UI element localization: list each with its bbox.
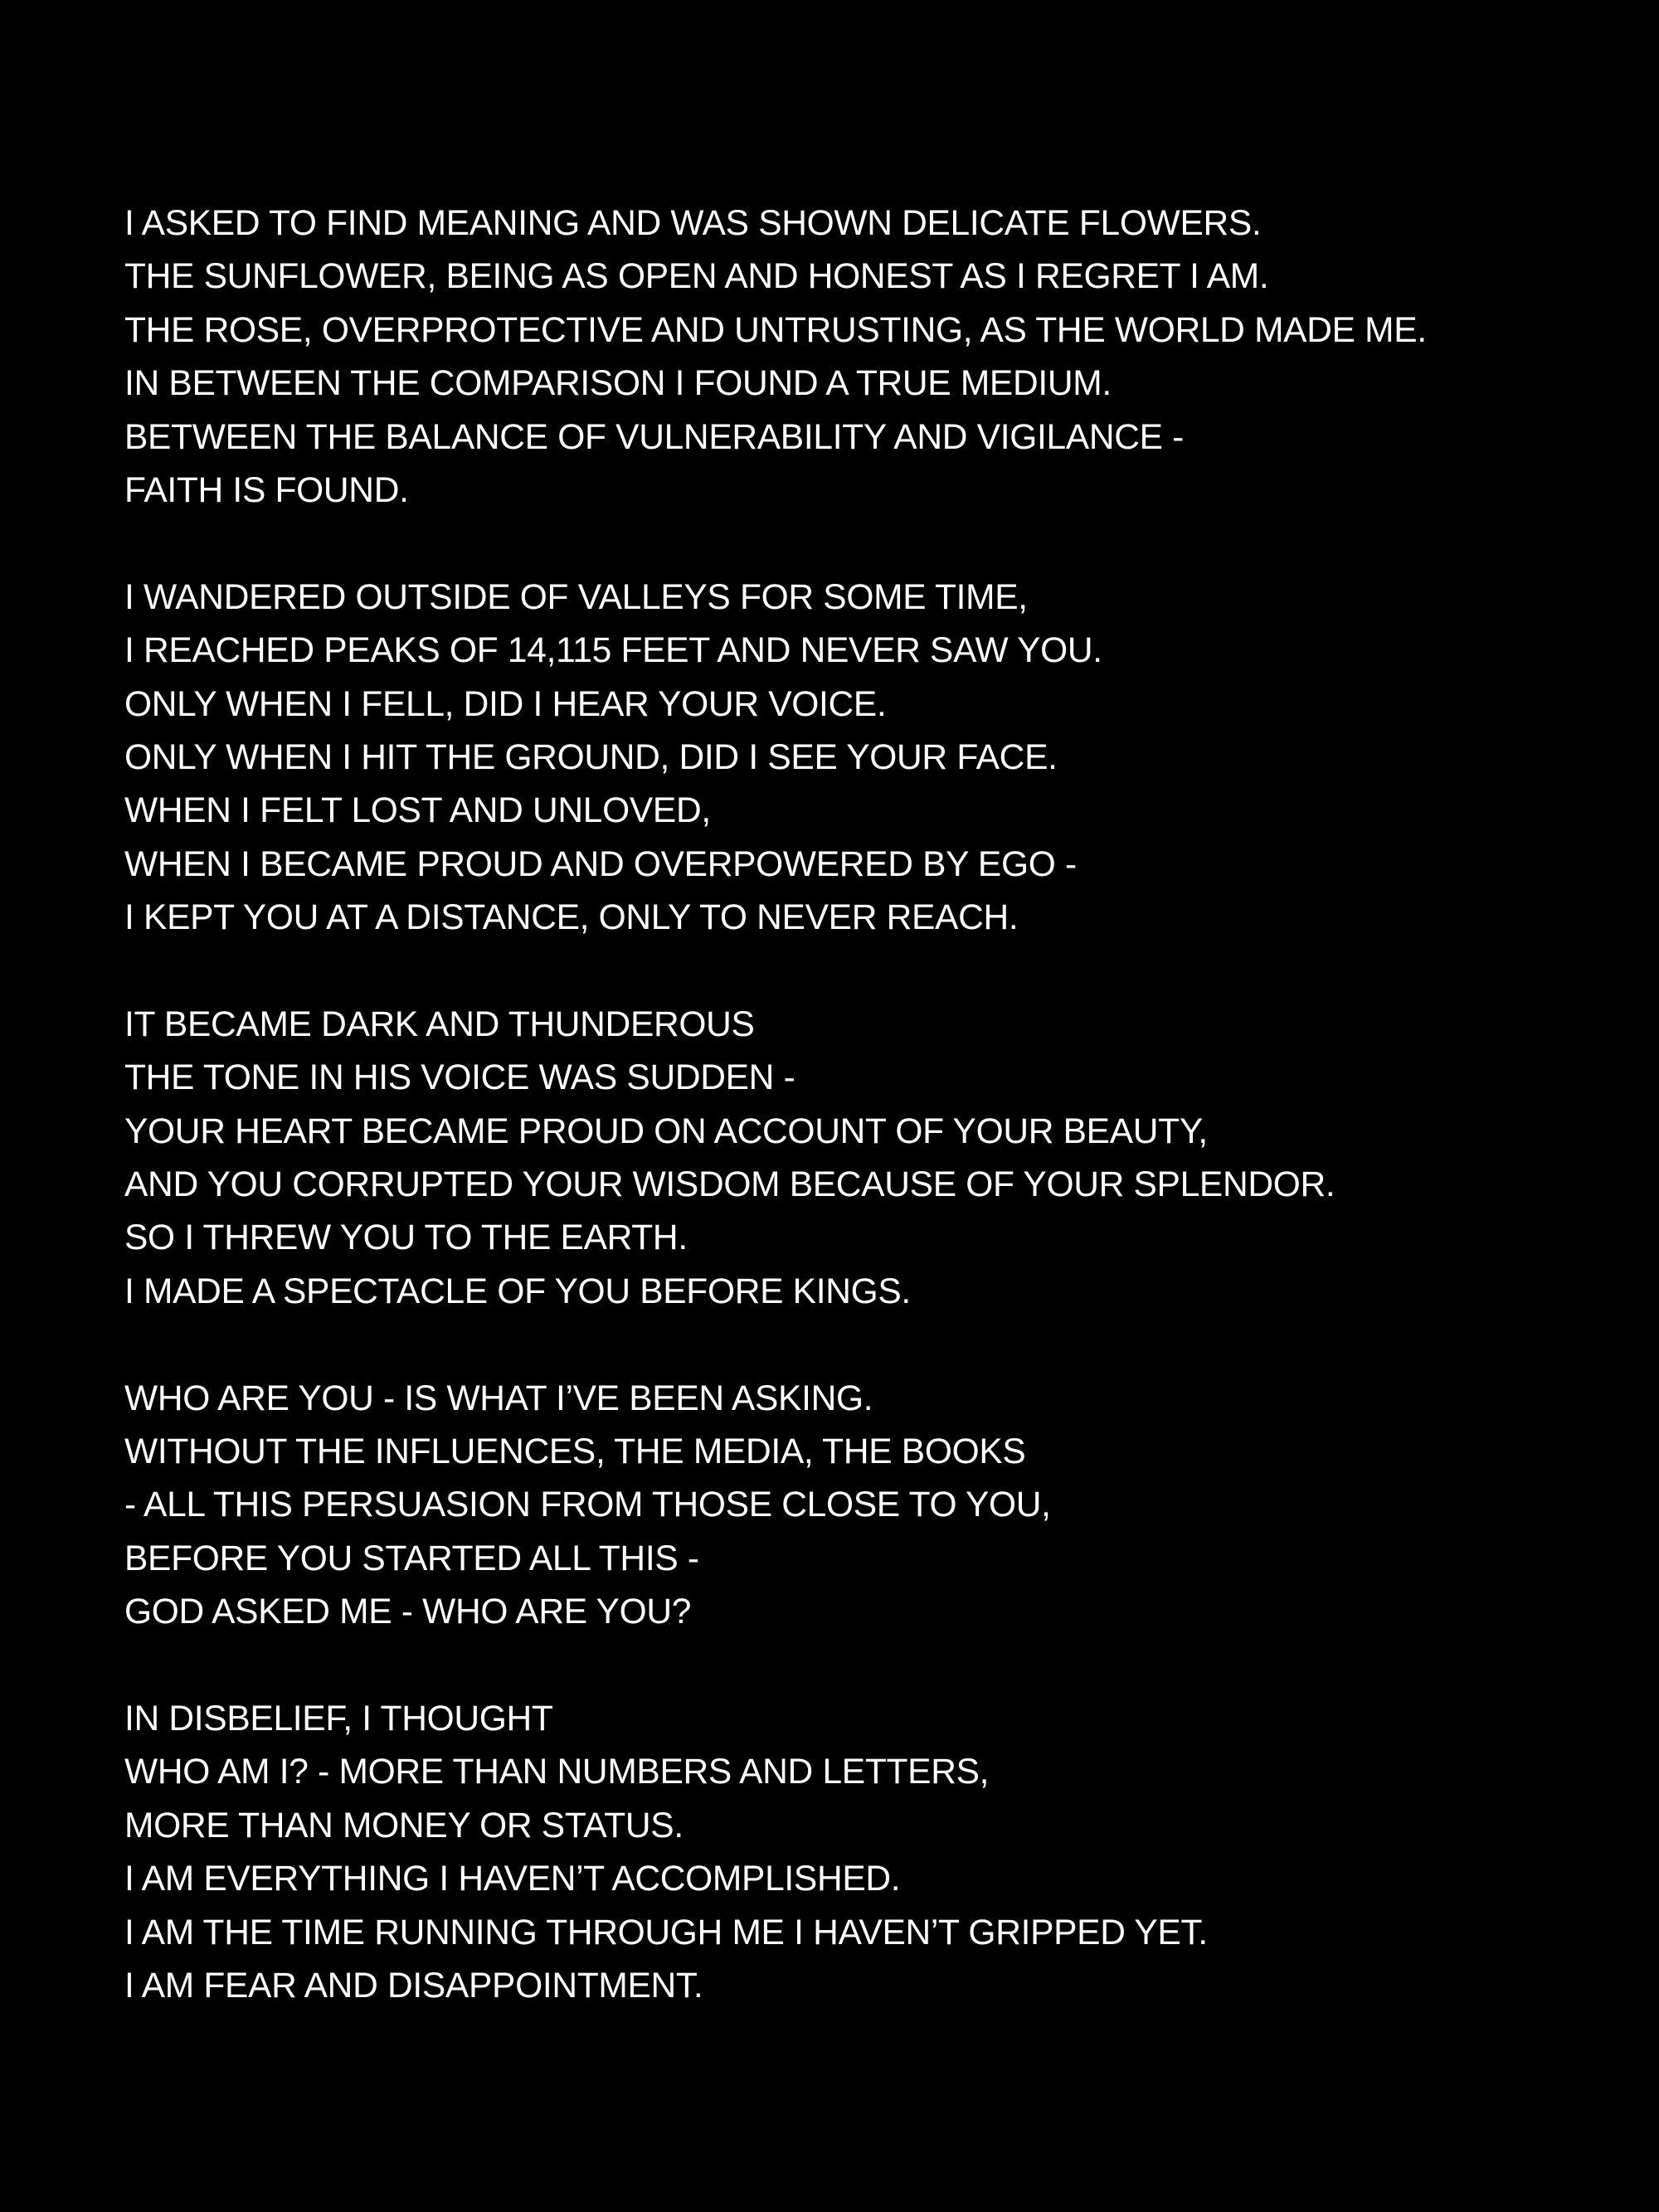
poem-line: I REACHED PEAKS OF 14,115 FEET AND NEVER SAW YOU. xyxy=(124,631,1102,671)
stanza-4 xyxy=(124,1373,1618,1640)
poem-line: WHO ARE YOU - IS WHAT I’VE BEEN ASKING. xyxy=(124,1378,873,1418)
poem-line: ONLY WHEN I FELL, DID I HEAR YOUR VOICE. xyxy=(124,684,887,724)
stanza-2 xyxy=(124,571,1618,946)
poem-line: BEFORE YOU STARTED ALL THIS - xyxy=(124,1539,699,1578)
poem-line: I KEPT YOU AT A DISTANCE, ONLY TO NEVER REACH. xyxy=(124,898,1019,938)
poem-line: WITHOUT THE INFLUENCES, THE MEDIA, THE BOOKS xyxy=(124,1432,1026,1471)
poem-line: BETWEEN THE BALANCE OF VULNERABILITY AND VIGILANCE - xyxy=(124,417,1185,457)
poem-line: I MADE A SPECTACLE OF YOU BEFORE KINGS. xyxy=(124,1271,911,1311)
poem-line: I WANDERED OUTSIDE OF VALLEYS FOR SOME TIME, xyxy=(124,577,1028,617)
poem-line: YOUR HEART BECAME PROUD ON ACCOUNT OF YOUR BEAUTY, xyxy=(124,1111,1208,1151)
poem-line: THE TONE IN HIS VOICE WAS SUDDEN - xyxy=(124,1058,795,1098)
poem-line: IN DISBELIEF, I THOUGHT xyxy=(124,1699,553,1738)
poem-line: WHEN I FELT LOST AND UNLOVED, xyxy=(124,791,711,831)
poem-line: THE ROSE, OVERPROTECTIVE AND UNTRUSTING, AS THE WORLD MADE ME. xyxy=(124,310,1427,350)
poem-body xyxy=(124,197,1618,2067)
poem-line: SO I THREW YOU TO THE EARTH. xyxy=(124,1218,688,1258)
stanza-1 xyxy=(124,197,1618,518)
poem-line: I AM THE TIME RUNNING THROUGH ME I HAVEN’T GRIPPED YET. xyxy=(124,1913,1208,1952)
poem-line: I AM FEAR AND DISAPPOINTMENT. xyxy=(124,1966,703,2005)
poem-line: IN BETWEEN THE COMPARISON I FOUND A TRUE MEDIUM. xyxy=(124,364,1112,404)
stanza-5 xyxy=(124,1693,1618,2013)
poem-line: I ASKED TO FIND MEANING AND WAS SHOWN DELICATE FLOWERS. xyxy=(124,204,1262,243)
poem-line: IT BECAME DARK AND THUNDEROUS xyxy=(124,1004,755,1044)
poem-line: GOD ASKED ME - WHO ARE YOU? xyxy=(124,1592,692,1632)
stanza-3 xyxy=(124,999,1618,1319)
poem-line: FAITH IS FOUND. xyxy=(124,470,409,510)
poem-line: THE SUNFLOWER, BEING AS OPEN AND HONEST AS I REGRET I AM. xyxy=(124,257,1269,297)
poem-line: MORE THAN MONEY OR STATUS. xyxy=(124,1806,684,1845)
poem-line: WHO AM I? - MORE THAN NUMBERS AND LETTERS, xyxy=(124,1753,990,1792)
poem-line: AND YOU CORRUPTED YOUR WISDOM BECAUSE OF YOUR SPLENDOR. xyxy=(124,1165,1335,1205)
poem-line: I AM EVERYTHING I HAVEN’T ACCOMPLISHED. xyxy=(124,1860,901,1899)
poem-line: WHEN I BECAME PROUD AND OVERPOWERED BY EGO - xyxy=(124,844,1077,884)
poem-line: - ALL THIS PERSUASION FROM THOSE CLOSE TO YOU, xyxy=(124,1485,1051,1525)
poem-line: ONLY WHEN I HIT THE GROUND, DID I SEE YOUR FACE. xyxy=(124,737,1058,777)
